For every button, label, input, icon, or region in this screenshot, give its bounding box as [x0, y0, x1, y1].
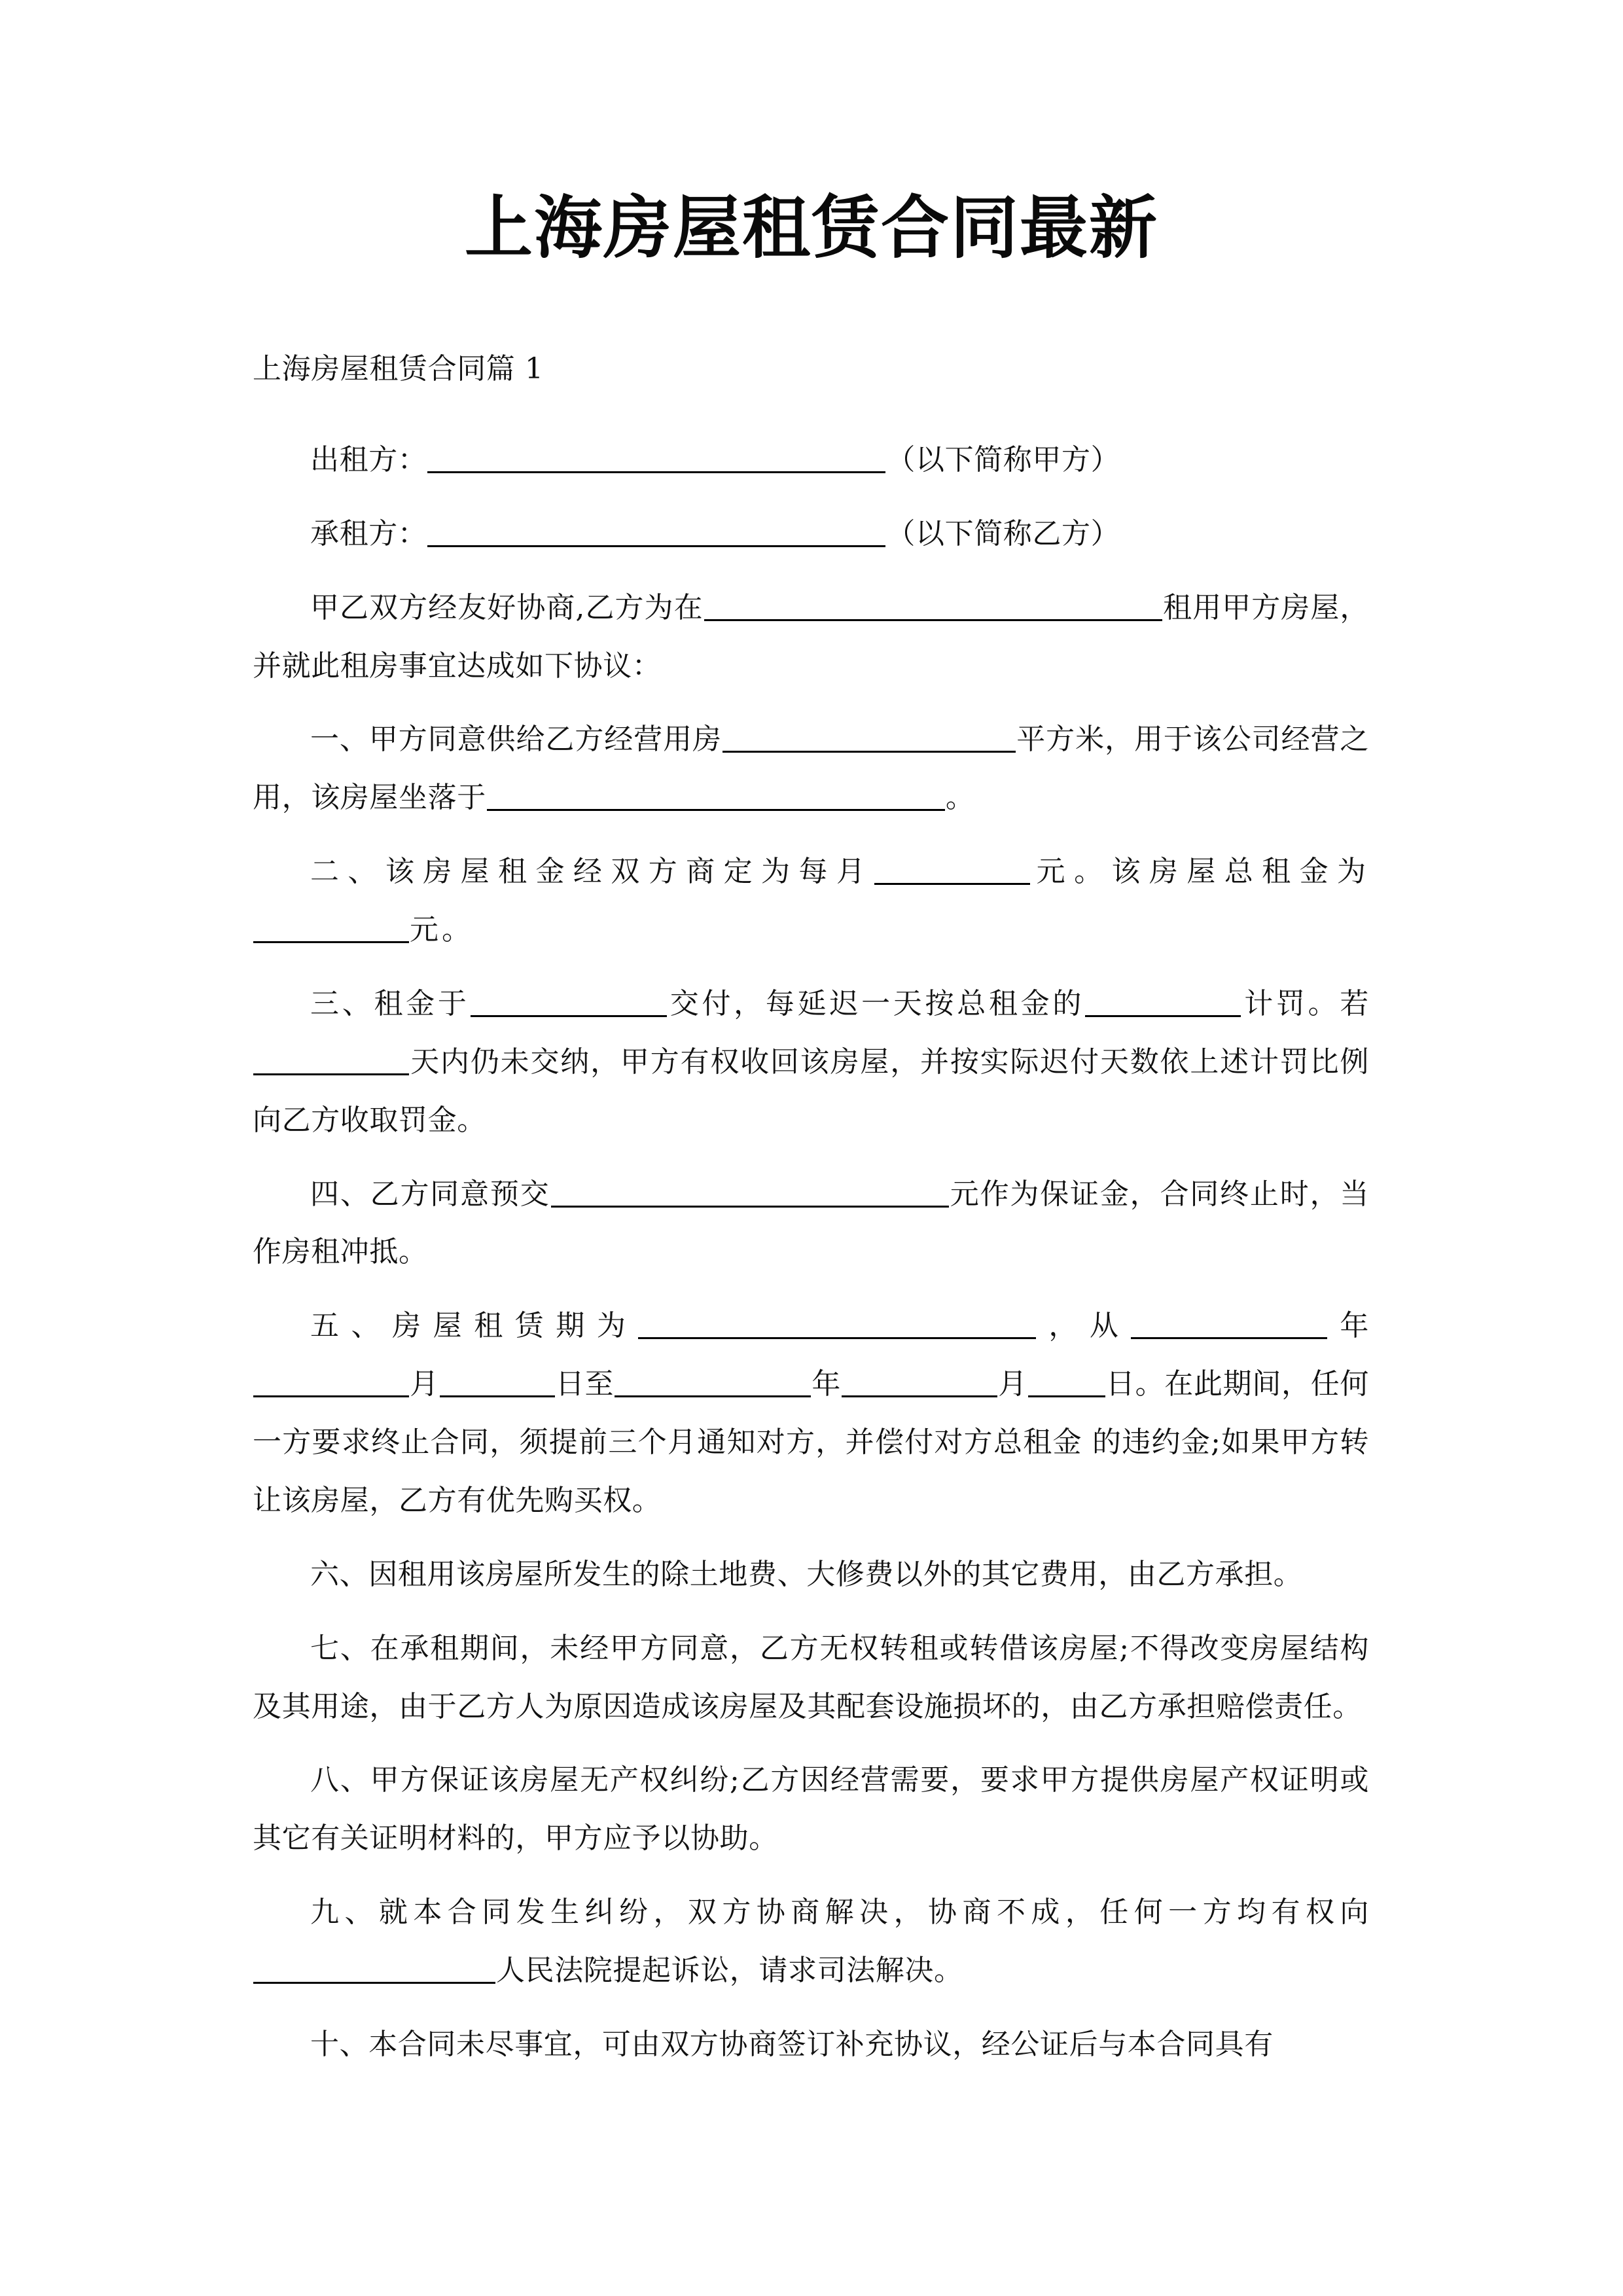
clause-1-number: 一、 — [310, 723, 369, 757]
lessee-suffix: （以下简称乙方） — [886, 516, 1120, 550]
clause-3-grace-days-blank[interactable] — [253, 1045, 409, 1075]
spacer — [253, 1530, 1369, 1546]
lessor-blank-field[interactable] — [427, 442, 885, 473]
clause-5-number: 五、 — [310, 1309, 393, 1343]
clause-5-text-8: 日。在此期间，任何一方要求终止合同，须提前三个月通知对方，并偿付对方总租金 的违约金;如果甲方转让该房屋，乙方有优先购买权。 — [253, 1367, 1369, 1517]
clause-5-start-month-blank[interactable] — [253, 1367, 409, 1397]
clause-2-text-1: 该房屋租金经双方商定为每月 — [385, 855, 874, 889]
clause-7-number: 七、 — [310, 1631, 370, 1665]
clause-3-text-3: 计罚。若 — [1241, 986, 1369, 1020]
clause-1-area-blank[interactable] — [722, 722, 1016, 753]
clause-2 — [253, 843, 1369, 960]
preamble-location-blank[interactable] — [704, 590, 1162, 621]
clause-3-text-1: 租金于 — [374, 986, 470, 1020]
lessor-line — [253, 431, 1369, 490]
lessor-suffix: （以下简称甲方） — [886, 442, 1120, 476]
section-heading: 上海房屋租赁合同篇 1 — [253, 352, 544, 386]
clause-5-text-4: 月 — [410, 1367, 439, 1401]
clause-9-text-1: 就本合同发生纠纷，双方协商解决，协商不成，任何一方均有权向 — [378, 1895, 1370, 1929]
clause-1-text-3: 。 — [945, 781, 975, 815]
document-body — [253, 340, 1369, 2074]
lessee-label: 承租方： — [310, 516, 427, 550]
spacer — [253, 1282, 1369, 1297]
clause-5-text-6: 年 — [812, 1367, 842, 1401]
clause-2-monthly-rent-blank[interactable] — [874, 854, 1030, 885]
spacer — [253, 416, 1369, 431]
spacer — [253, 960, 1369, 975]
spacer — [253, 827, 1369, 843]
clause-6-number: 六、 — [310, 1557, 369, 1591]
clause-5-text-5: 日至 — [555, 1367, 615, 1401]
clause-3 — [253, 975, 1369, 1150]
lessor-label: 出租方： — [310, 442, 427, 476]
clause-1-text-2: 平方米，用于该公司经营之用，该房屋坐落于 — [253, 723, 1370, 815]
clause-9-number: 九、 — [310, 1895, 379, 1929]
clause-6-text-1: 因租用该房屋所发生的除土地费、大修费以外的其它费用，由乙方承担。 — [368, 1557, 1303, 1591]
clause-8-text-1: 甲方保证该房屋无产权纠纷;乙方因经营需要，要求甲方提供房屋产权证明或其它有关证明材料的，甲方应予以协助。 — [253, 1763, 1369, 1856]
lessee-blank-field[interactable] — [427, 516, 885, 547]
clause-3-text-2: 交付，每延迟一天按总租金的 — [667, 986, 1085, 1020]
clause-6 — [253, 1546, 1369, 1604]
clause-5-end-month-blank[interactable] — [842, 1367, 997, 1397]
spacer — [253, 2000, 1369, 2016]
clause-9-text-2: 人民法院提起诉讼，请求司法解决。 — [496, 1954, 963, 1987]
clause-3-penalty-rate-blank[interactable] — [1085, 986, 1241, 1017]
preamble-text-2: 租用甲方房屋，并就此租房事宜达成如下协议： — [253, 590, 1369, 683]
clause-5-text-7: 月 — [998, 1367, 1027, 1401]
clause-4 — [253, 1166, 1369, 1282]
clause-5-end-day-blank[interactable] — [1028, 1367, 1105, 1397]
lessee-line — [253, 505, 1369, 564]
clause-2-text-2: 元。该房屋总租金为 — [1031, 855, 1370, 889]
clause-3-number: 三、 — [310, 986, 374, 1020]
clause-10 — [253, 2016, 1369, 2074]
clause-10-number: 十、 — [310, 2027, 369, 2061]
clause-7-text-1: 在承租期间，未经甲方同意，乙方无权转租或转借该房屋;不得改变房屋结构及其用途，由于乙方人为原因造成该房屋及其配套设施损坏的，由乙方承担赔偿责任。 — [253, 1631, 1369, 1723]
clause-3-payment-date-blank[interactable] — [471, 986, 667, 1017]
clause-5-text-1: 房屋租赁期为 — [392, 1309, 638, 1343]
clause-8 — [253, 1751, 1369, 1868]
clause-4-number: 四、 — [310, 1177, 370, 1211]
clause-5-text-2: ，从 — [1037, 1309, 1131, 1343]
clause-5 — [253, 1297, 1369, 1530]
clause-4-text-1: 乙方同意预交 — [370, 1177, 550, 1211]
preamble-text-1: 甲乙双方经友好协商,乙方为在 — [310, 590, 704, 624]
clause-8-number: 八、 — [310, 1763, 370, 1797]
clause-4-text-2: 元作为保证金，合同终止时，当作房租冲抵。 — [253, 1177, 1369, 1269]
clause-10-text-1: 本合同未尽事宜，可由双方协商签订补充协议，经公证后与本合同具有 — [368, 2027, 1274, 2061]
spacer — [253, 490, 1369, 505]
spacer — [253, 1150, 1369, 1166]
spacer — [253, 695, 1369, 711]
clause-2-total-rent-blank[interactable] — [253, 912, 409, 943]
spacer — [253, 564, 1369, 579]
clause-5-start-year-blank[interactable] — [1131, 1308, 1327, 1339]
clause-9 — [253, 1884, 1369, 2000]
clause-1 — [253, 711, 1369, 827]
clause-1-address-blank[interactable] — [487, 780, 945, 811]
spacer — [253, 1736, 1369, 1751]
clause-3-text-4: 天内仍未交纳，甲方有权收回该房屋，并按实际迟付天数依上述计罚比例向乙方收取罚金。 — [253, 1045, 1369, 1137]
clause-5-term-blank[interactable] — [638, 1308, 1036, 1339]
clause-2-number: 二、 — [310, 855, 385, 889]
clause-7 — [253, 1620, 1369, 1736]
spacer — [253, 1604, 1369, 1620]
spacer — [253, 1868, 1369, 1884]
clause-5-text-3: 年 — [1328, 1309, 1370, 1343]
clause-9-court-blank[interactable] — [253, 1953, 495, 1984]
clause-5-end-year-blank[interactable] — [615, 1367, 811, 1397]
page-title: 上海房屋租赁合同最新 — [464, 187, 1158, 268]
clause-4-deposit-blank[interactable] — [551, 1177, 949, 1208]
clause-5-start-day-blank[interactable] — [440, 1367, 555, 1397]
preamble-paragraph — [253, 579, 1369, 696]
clause-1-text-1: 甲方同意供给乙方经营用房 — [368, 723, 722, 757]
clause-2-text-3: 元。 — [410, 913, 474, 946]
